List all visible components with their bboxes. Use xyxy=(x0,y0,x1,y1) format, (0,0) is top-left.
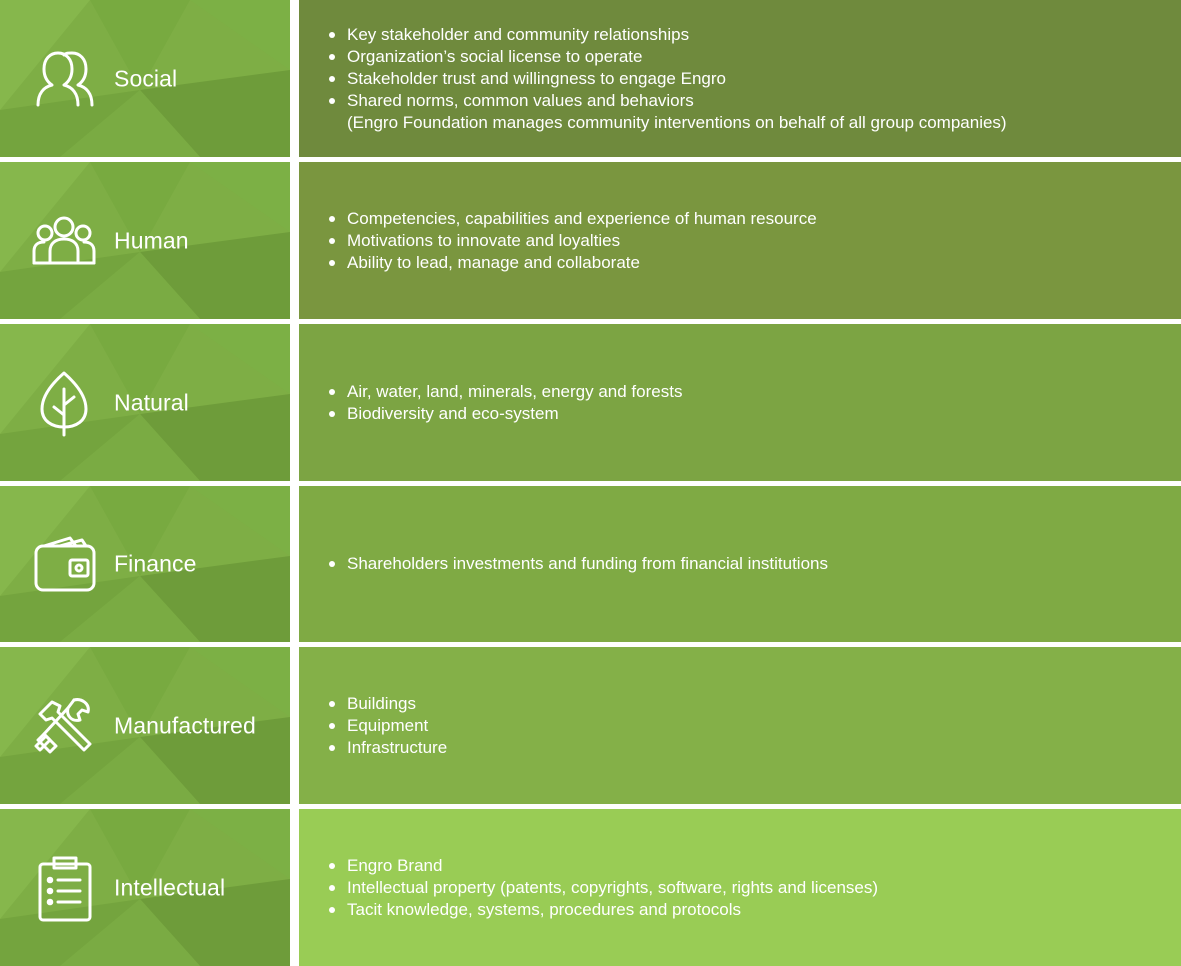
capital-label: Social xyxy=(114,65,178,91)
list-item: Equipment xyxy=(347,715,447,737)
content-cell xyxy=(299,486,1181,642)
bullet-list xyxy=(299,24,1007,134)
content-cell xyxy=(299,324,1181,481)
capital-label: Manufactured xyxy=(114,712,256,738)
list-item: Infrastructure xyxy=(347,737,448,757)
label-cell xyxy=(0,486,290,642)
bullet-list xyxy=(299,693,447,759)
people-icon xyxy=(30,45,98,113)
bullet-list xyxy=(299,855,878,921)
list-item: Buildings xyxy=(347,693,447,715)
list-item: Organization’s social license to operate xyxy=(347,46,1007,68)
list-item: Intellectual property (patents, copyrights, software, rights and licenses) xyxy=(347,877,879,897)
capital-row-social xyxy=(0,0,1181,157)
leaf-icon xyxy=(30,369,98,437)
wallet-icon xyxy=(30,530,98,598)
content-cell xyxy=(299,162,1181,319)
label-cell xyxy=(0,162,290,319)
list-item: Air, water, land, minerals, energy and forests xyxy=(347,381,683,401)
bullet-list xyxy=(299,381,682,425)
list-item: Ability to lead, manage and collaborate xyxy=(347,252,817,274)
list-item: Tacit knowledge, systems, procedures and protocols xyxy=(347,899,878,921)
group-icon xyxy=(30,207,98,275)
bullet-list xyxy=(299,208,817,274)
clipboard-list-icon xyxy=(30,854,98,922)
content-cell xyxy=(299,647,1181,804)
content-cell xyxy=(299,809,1181,966)
label-cell xyxy=(0,324,290,481)
label-cell xyxy=(0,809,290,966)
capital-row-natural xyxy=(0,324,1181,481)
list-item: Biodiversity and eco-system xyxy=(347,403,682,425)
capital-label: Natural xyxy=(114,389,189,415)
capital-row-finance xyxy=(0,486,1181,642)
capital-row-manufactured xyxy=(0,647,1181,804)
capital-label: Finance xyxy=(114,550,197,577)
content-cell xyxy=(299,0,1181,157)
label-cell xyxy=(0,0,290,157)
capital-label: Intellectual xyxy=(114,874,226,900)
list-item: Competencies, capabilities and experience of human resource xyxy=(347,208,817,228)
list-item: Shareholders investments and funding from financial institutions xyxy=(347,554,828,573)
list-note: (Engro Foundation manages community interventions on behalf of all group companies) xyxy=(347,112,1007,132)
list-item: Motivations to innovate and loyalties xyxy=(347,230,817,252)
bullet-list xyxy=(299,553,828,575)
list-item: Shared norms, common values and behaviors xyxy=(347,90,1007,112)
list-item: Stakeholder trust and willingness to engage Engro xyxy=(347,68,1007,90)
capital-row-human xyxy=(0,162,1181,319)
capital-label: Human xyxy=(114,227,189,253)
label-cell xyxy=(0,647,290,804)
list-item: Engro Brand xyxy=(347,855,878,877)
tools-icon xyxy=(30,692,98,760)
list-item: Key stakeholder and community relationships xyxy=(347,24,1007,46)
capital-row-intellectual xyxy=(0,809,1181,966)
